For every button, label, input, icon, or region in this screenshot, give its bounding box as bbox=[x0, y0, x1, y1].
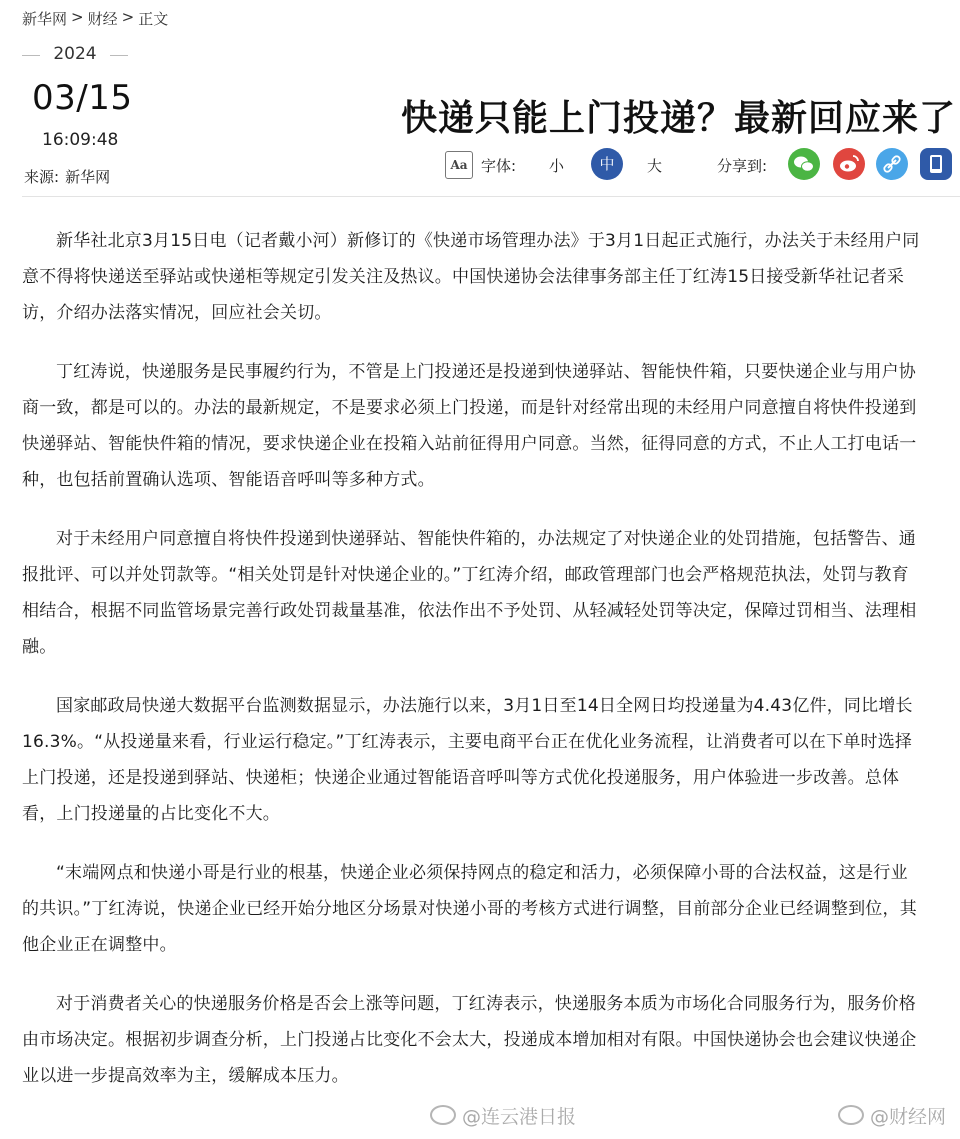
article-paragraph: “末端网点和快递小哥是行业的根基，快递企业必须保持网点的稳定和活力，必须保障小哥的合法权益，这是行业的共识。”丁红涛说，快递企业已经开始分地区分场景对快递小哥的考核方式进行调整，目前部分企业已经调整到位，其他企业正在调整中。 bbox=[22, 863, 917, 955]
article-toolbar bbox=[445, 146, 955, 186]
breadcrumb bbox=[22, 8, 168, 29]
publish-day: 03/15 bbox=[32, 78, 133, 118]
font-size-small-button[interactable]: 小 bbox=[549, 157, 565, 175]
breadcrumb-home[interactable]: 新华网 bbox=[22, 10, 68, 28]
breadcrumb-section[interactable]: 财经 bbox=[87, 10, 118, 28]
source-label: 来源: bbox=[24, 168, 60, 186]
mobile-icon[interactable] bbox=[920, 148, 952, 180]
font-size-label: 字体: bbox=[481, 157, 517, 175]
font-size-medium-button[interactable]: 中 bbox=[591, 148, 623, 180]
breadcrumb-current: 正文 bbox=[138, 10, 169, 28]
weibo-watermark-icon bbox=[838, 1105, 864, 1125]
share-label: 分享到: bbox=[717, 157, 768, 175]
weibo-watermark-icon bbox=[430, 1105, 456, 1125]
article-paragraph: 对于未经用户同意擅自将快件投递到快递驿站、智能快件箱的，办法规定了对快递企业的处罚措施，包括警告、通报批评、可以并处罚款等。“相关处罚是针对快递企业的。”丁红涛介绍，邮政管理部门也会严格规范执法，处罚与教育相结合，根据不同监管场景完善行政处罚裁量基准，依法作出不予处罚、从轻减轻处罚等决定，保障过罚相当、法理相融。 bbox=[22, 529, 917, 657]
watermark bbox=[430, 1102, 576, 1129]
link-icon[interactable] bbox=[876, 148, 908, 180]
article-source bbox=[24, 166, 110, 187]
article-paragraph: 国家邮政局快递大数据平台监测数据显示，办法施行以来，3月1日至14日全网日均投递量为4.43亿件，同比增长16.3%。“从投递量来看，行业运行稳定。”丁红涛表示，主要电商平台正在优化业务流程，让消费者可以在下单时选择上门投递，还是投递到驿站、快递柜；快递企业通过智能语音呼叫等方式优化投递服务，用户体验进一步改善。总体看，上门投递量的占比变化不大。 bbox=[22, 696, 913, 824]
article-body bbox=[22, 223, 922, 1117]
breadcrumb-separator: > bbox=[121, 8, 135, 26]
watermark-text: @财经网 bbox=[869, 1106, 946, 1128]
article-paragraph: 新华社北京3月15日电（记者戴小河）新修订的《快递市场管理办法》于3月1日起正式施行，办法关于未经用户同意不得将快递送至驿站或快递柜等规定引发关注及热议。中国快递协会法律事务部主任丁红涛15日接受新华社记者采访，介绍办法落实情况，回应社会关切。 bbox=[22, 231, 920, 323]
wechat-icon[interactable] bbox=[788, 148, 820, 180]
publish-year: 2024 bbox=[20, 44, 130, 64]
font-size-large-button[interactable]: 大 bbox=[647, 157, 663, 175]
breadcrumb-separator: > bbox=[71, 8, 84, 26]
source-name: 新华网 bbox=[65, 168, 111, 186]
article-paragraph: 丁红涛说，快递服务是民事履约行为，不管是上门投递还是投递到快递驿站、智能快件箱，只要快递企业与用户协商一致，都是可以的。办法的最新规定，不是要求必须上门投递，而是针对经常出现的未经用户同意擅自将快件投递到快递驿站、智能快件箱的情况，要求快递企业在投箱入站前征得用户同意。当然，征得同意的方式，不止人工打电话一种，也包括前置确认选项、智能语音呼叫等多种方式。 bbox=[22, 362, 917, 490]
publish-time: 16:09:48 bbox=[42, 130, 119, 150]
article-paragraph: 对于消费者关心的快递服务价格是否会上涨等问题，丁红涛表示，快递服务本质为市场化合同服务行为，服务价格由市场决定。根据初步调查分析，上门投递占比变化不会太大，投递成本增加相对有限。中国快递协会也会建议快递企业以进一步提高效率为主，缓解成本压力。 bbox=[22, 994, 917, 1086]
weibo-icon[interactable] bbox=[833, 148, 865, 180]
article-title: 快递只能上门投递？最新回应来了 bbox=[400, 98, 956, 140]
font-size-icon: Aa bbox=[445, 151, 473, 179]
watermark-text: @连云港日报 bbox=[462, 1106, 577, 1128]
publish-date bbox=[20, 44, 140, 150]
watermark bbox=[838, 1102, 946, 1129]
header-divider bbox=[22, 196, 960, 197]
